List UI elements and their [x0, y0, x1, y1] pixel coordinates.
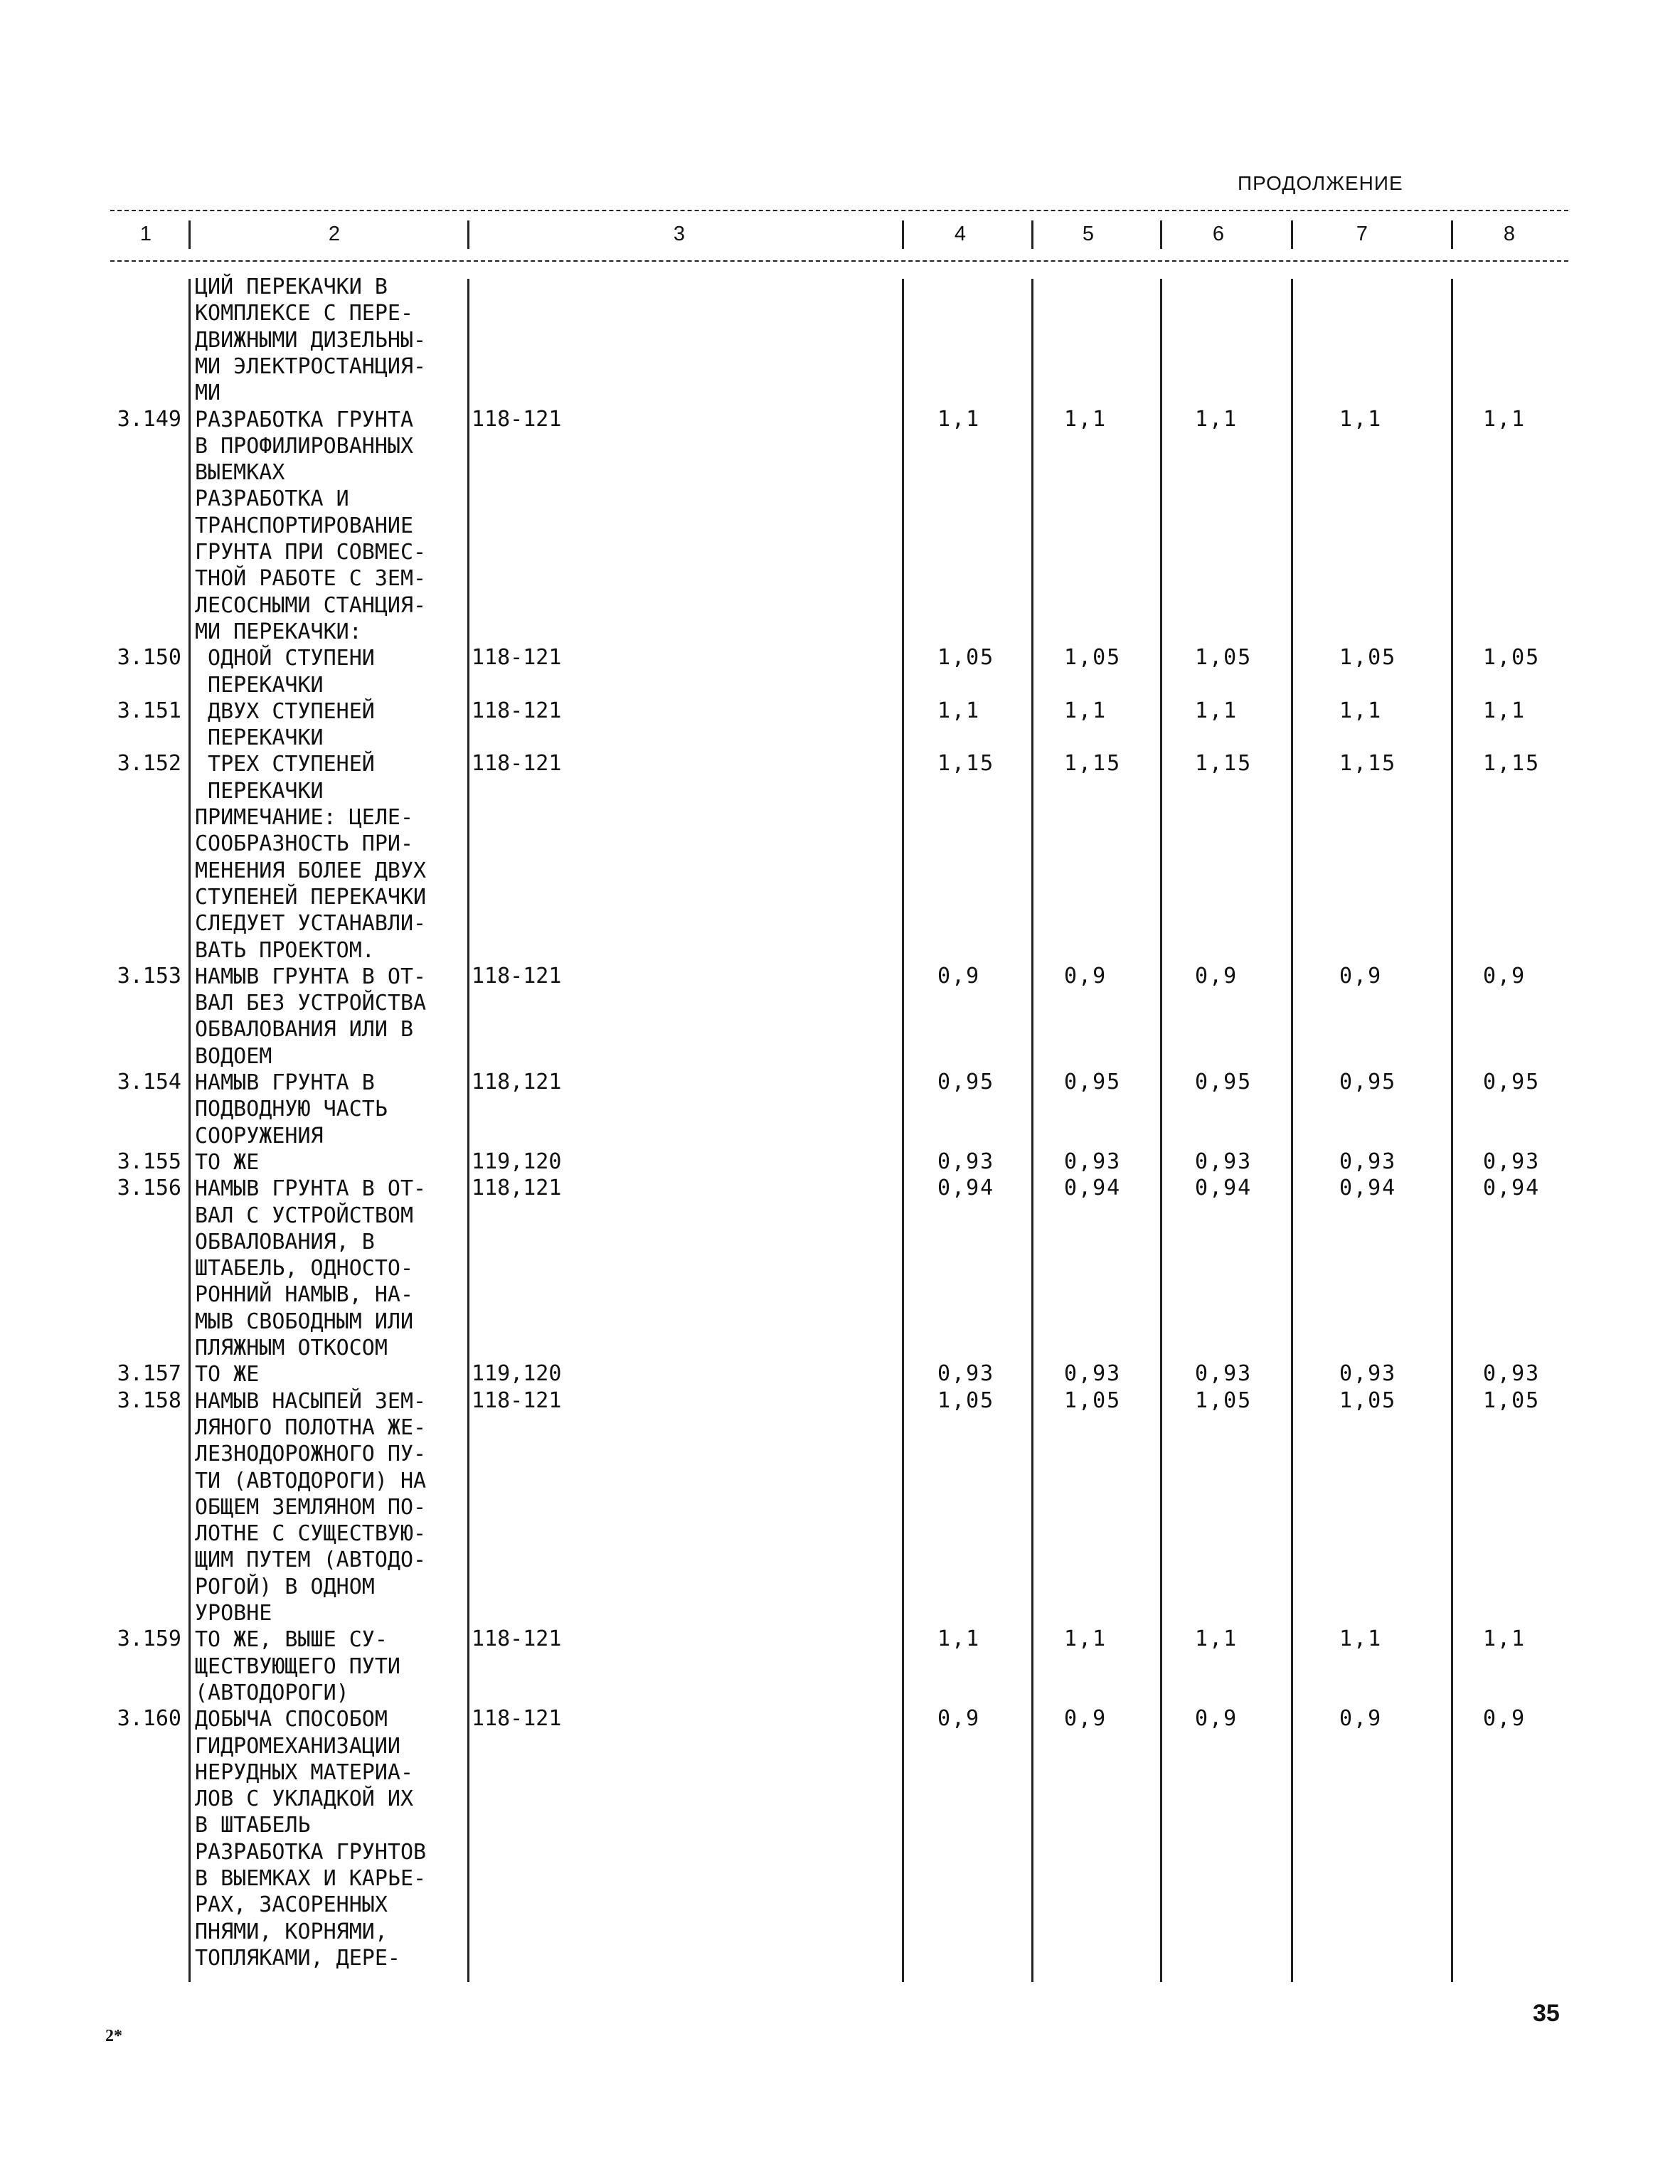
column-separator: [188, 279, 191, 1982]
coefficient-cell-col7: 1,05: [1339, 1387, 1397, 1413]
coefficient-cell-col8: 1,1: [1483, 406, 1526, 432]
coefficient-cell-col5: 1,15: [1064, 751, 1122, 777]
coefficient-cell-col5: 1,1: [1064, 406, 1107, 432]
description-line: РАХ, ЗАСОРЕННЫХ: [195, 1892, 388, 1918]
row-number: 3.158: [117, 1387, 181, 1413]
coefficient-cell-col4: 1,05: [937, 645, 995, 671]
coefficient-cell-col4: 0,93: [937, 1361, 995, 1387]
description-line: ШТАБЕЛЬ, ОДНОСТО-: [195, 1256, 414, 1282]
row-number: 3.152: [117, 751, 181, 777]
description-line: ЩИМ ПУТЕМ (АВТОДО-: [195, 1548, 427, 1573]
description-line: ДОБЫЧА СПОСОБОМ: [195, 1707, 388, 1732]
description-line: МИ ПЕРЕКАЧКИ:: [195, 619, 362, 644]
description-line: ТО ЖЕ, ВЫШЕ СУ-: [195, 1627, 388, 1653]
column-separator: [902, 279, 904, 1982]
coefficient-cell-col4: 1,15: [937, 751, 995, 777]
row-number: 3.149: [117, 406, 181, 432]
row-reference: 118-121: [472, 645, 562, 671]
description-line: ТРЕХ СТУПЕНЕЙ: [195, 752, 375, 777]
coefficient-cell-col5: 0,94: [1064, 1176, 1122, 1201]
header-separator: [1160, 220, 1162, 249]
coefficient-cell-col8: 0,93: [1483, 1361, 1541, 1387]
row-reference: 118-121: [472, 1387, 562, 1413]
page-number: 35: [1533, 2000, 1560, 2027]
coefficient-cell-col6: 0,9: [1195, 963, 1238, 989]
coefficient-cell-col4: 1,1: [937, 406, 981, 432]
coefficient-cell-col4: 0,95: [937, 1070, 995, 1094]
description-line: ЛЯНОГО ПОЛОТНА ЖЕ-: [195, 1415, 427, 1440]
header-rule-bottom: [110, 260, 1568, 262]
description-line: ПЕРЕКАЧКИ: [195, 672, 324, 698]
description-line: СООБРАЗНОСТЬ ПРИ-: [195, 831, 414, 857]
description-line: ОДНОЙ СТУПЕНИ: [195, 646, 375, 671]
description-line: КОМПЛЕКСЕ С ПЕРЕ-: [195, 301, 414, 326]
column-header-6: 6: [1212, 223, 1225, 245]
coefficient-cell-col4: 0,93: [937, 1149, 995, 1174]
description-line: НАМЫВ ГРУНТА В ОТ-: [195, 964, 427, 989]
description-line: УРОВНЕ: [195, 1601, 272, 1626]
column-header-5: 5: [1082, 223, 1095, 245]
description-line: ЛЕЗНОДОРОЖНОГО ПУ-: [195, 1442, 427, 1467]
header-separator: [467, 220, 469, 249]
coefficient-cell-col8: 0,93: [1483, 1149, 1541, 1174]
row-reference: 118-121: [472, 751, 562, 777]
description-line: ТИ (АВТОДОРОГИ) НА: [195, 1468, 427, 1493]
column-header-7: 7: [1356, 223, 1368, 245]
coefficient-cell-col5: 0,95: [1064, 1070, 1122, 1094]
description-line: НЕРУДНЫХ МАТЕРИА-: [195, 1759, 414, 1785]
coefficient-cell-col7: 1,1: [1339, 406, 1383, 432]
description-line: ТРАНСПОРТИРОВАНИЕ: [195, 513, 414, 538]
coefficient-cell-col7: 0,93: [1339, 1361, 1397, 1387]
row-number: 3.154: [117, 1070, 181, 1094]
description-line: СООРУЖЕНИЯ: [195, 1123, 324, 1149]
description-line: ГИДРОМЕХАНИЗАЦИИ: [195, 1733, 400, 1759]
coefficient-cell-col6: 1,1: [1195, 698, 1238, 723]
coefficient-cell-col5: 1,1: [1064, 1626, 1107, 1652]
coefficient-cell-col6: 0,9: [1195, 1706, 1238, 1732]
coefficient-cell-col6: 1,05: [1195, 645, 1253, 671]
description-line: В ВЫЕМКАХ И КАРЬЕ-: [195, 1866, 427, 1891]
row-reference: 119,120: [472, 1361, 562, 1387]
column-header-8: 8: [1503, 223, 1516, 245]
description-line: НАМЫВ ГРУНТА В ОТ-: [195, 1176, 427, 1202]
row-number: 3.156: [117, 1176, 181, 1201]
row-reference: 118,121: [472, 1070, 562, 1094]
continuation-label: ПРОДОЛЖЕНИЕ: [1238, 172, 1403, 194]
coefficient-cell-col8: 0,9: [1483, 1706, 1526, 1732]
row-reference: 118-121: [472, 1706, 562, 1732]
column-separator: [1160, 279, 1162, 1982]
coefficient-cell-col8: 1,1: [1483, 698, 1526, 723]
row-reference: 118,121: [472, 1176, 562, 1201]
header-rule-top: [110, 210, 1568, 211]
row-reference: 118-121: [472, 963, 562, 989]
row-reference: 118-121: [472, 406, 562, 432]
description-line: ОБВАЛОВАНИЯ ИЛИ В: [195, 1017, 414, 1043]
coefficient-cell-col8: 1,05: [1483, 645, 1541, 671]
description-line: ПЛЯЖНЫМ ОТКОСОМ: [195, 1336, 388, 1360]
coefficient-cell-col7: 0,9: [1339, 963, 1383, 989]
description-line: РАЗРАБОТКА ГРУНТА: [195, 407, 414, 432]
coefficient-cell-col4: 1,1: [937, 1626, 981, 1652]
coefficient-cell-col4: 1,1: [937, 698, 981, 723]
header-separator: [1291, 220, 1293, 249]
coefficient-cell-col5: 1,05: [1064, 1387, 1122, 1413]
description-line: РОННИЙ НАМЫВ, НА-: [195, 1282, 414, 1308]
coefficient-cell-col8: 1,1: [1483, 1626, 1526, 1652]
description-line: ЛОТНЕ С СУЩЕСТВУЮ-: [195, 1521, 427, 1547]
description-line: В ПРОФИЛИРОВАННЫХ: [195, 433, 414, 459]
description-line: РАЗРАБОТКА И: [195, 486, 349, 512]
row-number: 3.150: [117, 645, 181, 671]
description-line: ЛОВ С УКЛАДКОЙ ИХ: [195, 1786, 414, 1812]
coefficient-cell-col7: 1,05: [1339, 645, 1397, 671]
description-line: МИ: [195, 380, 221, 406]
description-line: ВАЛ С УСТРОЙСТВОМ: [195, 1203, 414, 1228]
coefficient-cell-col7: 1,15: [1339, 751, 1397, 777]
coefficient-cell-col6: 0,94: [1195, 1176, 1253, 1201]
row-number: 3.159: [117, 1626, 181, 1652]
column-separator: [467, 279, 469, 1982]
description-line: ПРИМЕЧАНИЕ: ЦЕЛЕ-: [195, 805, 414, 830]
coefficient-cell-col6: 0,95: [1195, 1070, 1253, 1094]
description-line: ПОДВОДНУЮ ЧАСТЬ: [195, 1097, 388, 1122]
description-line: ПЕРЕКАЧКИ: [195, 725, 324, 751]
coefficient-cell-col6: 1,1: [1195, 1626, 1238, 1652]
row-reference: 119,120: [472, 1149, 562, 1174]
description-line: В ШТАБЕЛЬ: [195, 1813, 311, 1838]
row-number: 3.157: [117, 1361, 181, 1387]
coefficient-cell-col8: 0,9: [1483, 963, 1526, 989]
coefficient-cell-col4: 0,94: [937, 1176, 995, 1201]
description-line: СТУПЕНЕЙ ПЕРЕКАЧКИ: [195, 884, 427, 910]
row-reference: 118-121: [472, 698, 562, 723]
coefficient-cell-col7: 1,1: [1339, 698, 1383, 723]
description-line: ТОПЛЯКАМИ, ДЕРЕ-: [195, 1945, 400, 1971]
header-separator: [188, 220, 191, 249]
description-line: ЛЕСОСНЫМИ СТАНЦИЯ-: [195, 592, 427, 618]
description-line: ДВУХ СТУПЕНЕЙ: [195, 698, 375, 724]
description-line: СЛЕДУЕТ УСТАНАВЛИ-: [195, 911, 427, 937]
description-line: НАМЫВ НАСЫПЕЙ ЗЕМ-: [195, 1388, 427, 1414]
row-reference: 118-121: [472, 1626, 562, 1652]
description-line: ПНЯМИ, КОРНЯМИ,: [195, 1919, 388, 1944]
column-header-4: 4: [954, 223, 967, 245]
coefficient-cell-col6: 0,93: [1195, 1361, 1253, 1387]
coefficient-cell-col5: 0,93: [1064, 1361, 1122, 1387]
coefficient-cell-col8: 1,15: [1483, 751, 1541, 777]
description-line: МИ ЭЛЕКТРОСТАНЦИЯ-: [195, 353, 427, 379]
coefficient-cell-col8: 1,05: [1483, 1387, 1541, 1413]
description-line: ОБВАЛОВАНИЯ, В: [195, 1229, 375, 1255]
coefficient-cell-col7: 1,1: [1339, 1626, 1383, 1652]
coefficient-cell-col4: 1,05: [937, 1387, 995, 1413]
description-line: ПЕРЕКАЧКИ: [195, 778, 324, 804]
description-line: ВАТЬ ПРОЕКТОМ.: [195, 937, 375, 963]
coefficient-cell-col5: 0,9: [1064, 963, 1107, 989]
description-line: ОБЩЕМ ЗЕМЛЯНОМ ПО-: [195, 1494, 427, 1520]
column-separator: [1031, 279, 1033, 1982]
column-separator: [1291, 279, 1293, 1982]
coefficient-cell-col7: 0,9: [1339, 1706, 1383, 1732]
column-header-2: 2: [328, 223, 341, 245]
coefficient-cell-col8: 0,94: [1483, 1176, 1541, 1201]
header-separator: [1031, 220, 1033, 249]
description-line: ТНОЙ РАБОТЕ С ЗЕМ-: [195, 566, 427, 592]
header-separator: [1451, 220, 1453, 249]
description-line: ЦИЙ ПЕРЕКАЧКИ В: [195, 275, 388, 299]
column-separator: [1451, 279, 1453, 1982]
coefficient-cell-col5: 0,93: [1064, 1149, 1122, 1174]
description-line: МЫВ СВОБОДНЫМ ИЛИ: [195, 1309, 414, 1334]
coefficient-cell-col8: 0,95: [1483, 1070, 1541, 1094]
description-line: ТО ЖЕ: [195, 1362, 260, 1387]
coefficient-cell-col6: 1,1: [1195, 406, 1238, 432]
description-line: ЩЕСТВУЮЩЕГО ПУТИ: [195, 1653, 400, 1679]
description-line: МЕНЕНИЯ БОЛЕЕ ДВУХ: [195, 858, 427, 883]
description-line: РАЗРАБОТКА ГРУНТОВ: [195, 1839, 427, 1865]
coefficient-cell-col5: 1,1: [1064, 698, 1107, 723]
coefficient-cell-col4: 0,9: [937, 963, 981, 989]
description-line: ДВИЖНЫМИ ДИЗЕЛЬНЫ-: [195, 327, 427, 353]
description-line: ВАЛ БЕЗ УСТРОЙСТВА: [195, 991, 427, 1016]
coefficient-cell-col7: 0,95: [1339, 1070, 1397, 1094]
row-number: 3.160: [117, 1706, 181, 1732]
description-line: ВОДОЕМ: [195, 1043, 272, 1069]
description-line: ВЫЕМКАХ: [195, 460, 285, 486]
description-line: РОГОЙ) В ОДНОМ: [195, 1574, 375, 1599]
header-separator: [902, 220, 904, 249]
row-number: 3.151: [117, 698, 181, 723]
coefficient-cell-col4: 0,9: [937, 1706, 981, 1732]
description-line: (АВТОДОРОГИ): [195, 1680, 349, 1705]
coefficient-cell-col6: 1,05: [1195, 1387, 1253, 1413]
coefficient-cell-col7: 0,94: [1339, 1176, 1397, 1201]
column-header-3: 3: [673, 223, 686, 245]
signature-mark: 2*: [105, 2027, 122, 2045]
coefficient-cell-col5: 1,05: [1064, 645, 1122, 671]
coefficient-cell-col5: 0,9: [1064, 1706, 1107, 1732]
coefficient-cell-col7: 0,93: [1339, 1149, 1397, 1174]
row-number: 3.155: [117, 1149, 181, 1174]
description-line: ГРУНТА ПРИ СОВМЕС-: [195, 540, 427, 565]
row-number: 3.153: [117, 963, 181, 989]
coefficient-cell-col6: 1,15: [1195, 751, 1253, 777]
coefficient-cell-col6: 0,93: [1195, 1149, 1253, 1174]
column-header-1: 1: [139, 223, 152, 245]
description-line: НАМЫВ ГРУНТА В: [195, 1070, 375, 1095]
description-line: ТО ЖЕ: [195, 1149, 260, 1175]
